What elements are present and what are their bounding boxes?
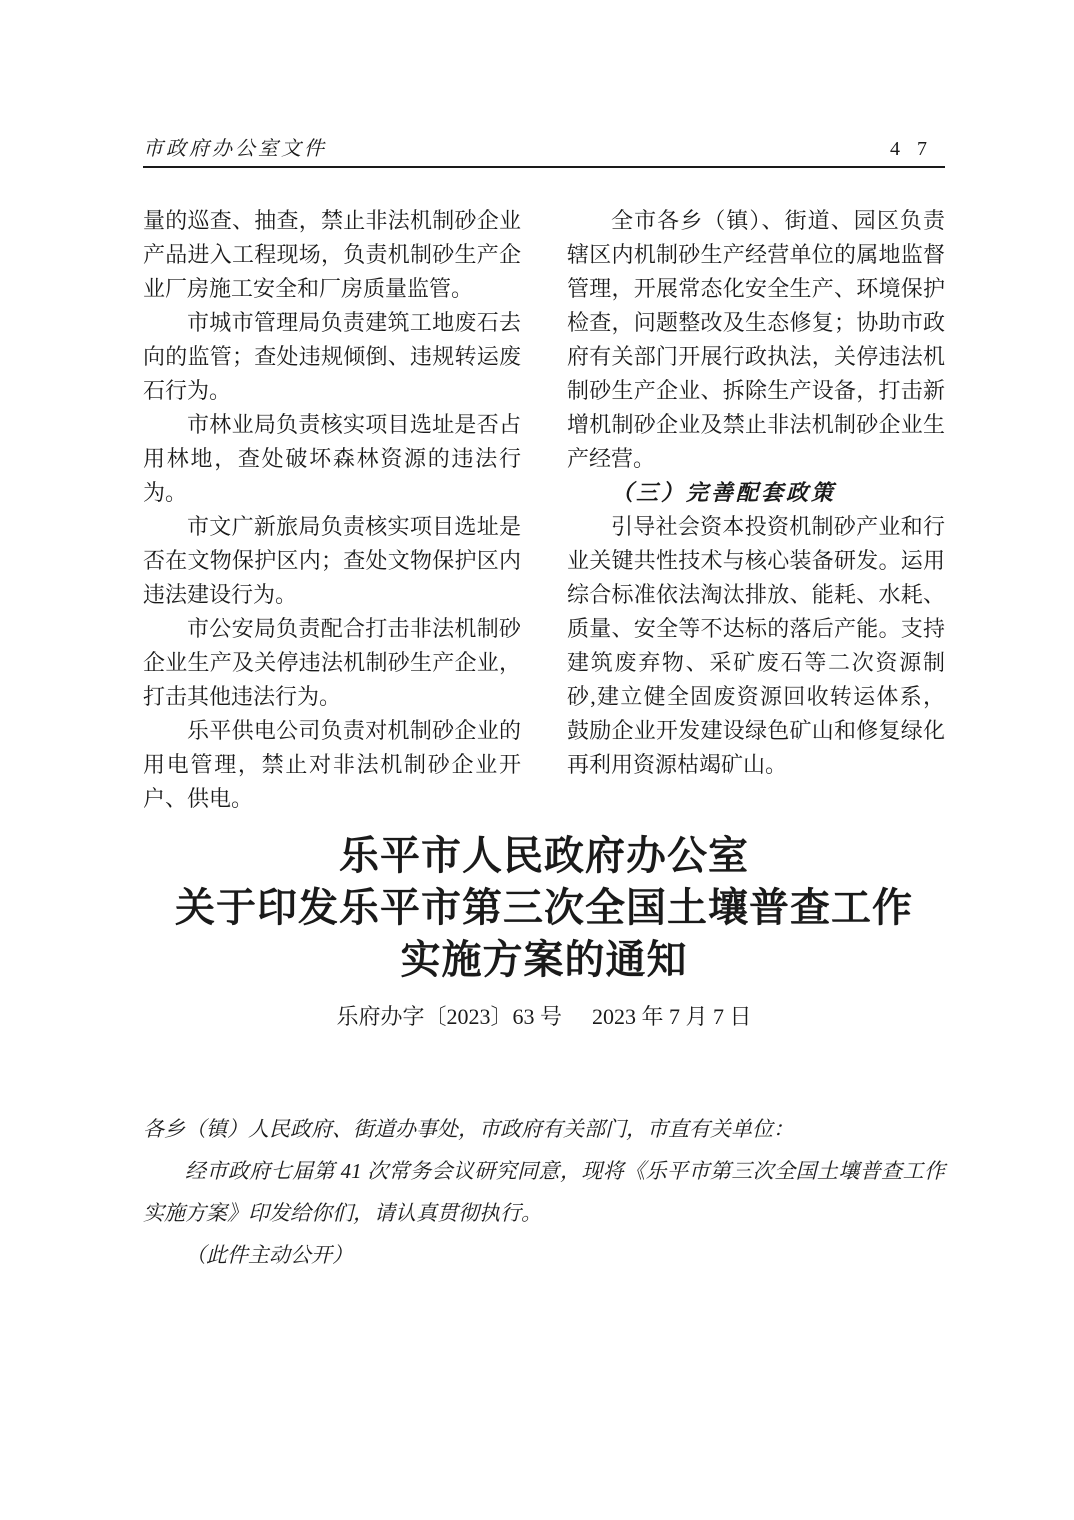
left-paragraph-3: 市林业局负责核实项目选址是否占用林地，查处破坏森林资源的违法行为。 <box>143 412 521 505</box>
notice-title-line-3: 实施方案的通知 <box>400 937 688 982</box>
body-columns <box>143 204 945 816</box>
doc-date: 2023 年 7 月 7 日 <box>592 1004 752 1029</box>
document-header <box>143 0 945 168</box>
doc-number-line <box>143 1002 945 1032</box>
right-column <box>567 204 945 816</box>
page-number: 4 7 <box>890 138 933 160</box>
left-paragraph-5: 市公安局负责配合打击非法机制砂企业生产及关停违法机制砂生产企业，打击其他违法行为。 <box>143 616 521 709</box>
notice-title-line-2: 关于印发乐平市第三次全国土壤普查工作 <box>175 885 913 930</box>
doc-number: 乐府办字〔2023〕63 号 <box>336 1004 562 1029</box>
salutation: 各乡（镇）人民政府、街道办事处，市政府有关部门，市直有关单位： <box>143 1117 794 1141</box>
notice-title-line-1: 乐平市人民政府办公室 <box>339 833 749 878</box>
notice-body <box>143 1108 945 1276</box>
public-disclosure-note: （此件主动公开） <box>185 1243 353 1267</box>
notice-title <box>143 830 945 986</box>
header-title: 市政府办公室文件 <box>143 138 327 160</box>
right-paragraph-1: 全市各乡（镇）、街道、园区负责辖区内机制砂生产经营单位的属地监督管理，开展常态化安全生产、环境保护检查，问题整改及生态修复；协助市政府有关部门开展行政执法，关停违法机制砂生产企业、拆除生产设备，打击新增机制砂企业及禁止非法机制砂企业生产经营。 <box>567 208 945 471</box>
left-paragraph-1: 量的巡查、抽查，禁止非法机制砂企业产品进入工程现场，负责机制砂生产企业厂房施工安全和厂房质量监管。 <box>143 208 521 301</box>
notice-body-paragraph: 经市政府七届第 41 次常务会议研究同意，现将《乐平市第三次全国土壤普查工作实施方案》印发给你们，请认真贯彻执行。 <box>143 1159 945 1225</box>
left-paragraph-4: 市文广新旅局负责核实项目选址是否在文物保护区内；查处文物保护区内违法建设行为。 <box>143 514 521 607</box>
left-column <box>143 204 521 816</box>
left-paragraph-6: 乐平供电公司负责对机制砂企业的用电管理，禁止对非法机制砂企业开户、供电。 <box>143 718 521 811</box>
left-paragraph-2: 市城市管理局负责建筑工地废石去向的监管；查处违规倾倒、违规转运废石行为。 <box>143 310 521 403</box>
right-section-heading: （三）完善配套政策 <box>611 480 837 505</box>
right-paragraph-2: 引导社会资本投资机制砂产业和行业关键共性技术与核心装备研发。运用综合标准依法淘汰排放、能耗、水耗、质量、安全等不达标的落后产能。支持建筑废弃物、采矿废石等二次资源制砂,建立健全固废资源回收转运体系，鼓励企业开发建设绿色矿山和修复绿化再利用资源枯竭矿山。 <box>567 514 945 777</box>
